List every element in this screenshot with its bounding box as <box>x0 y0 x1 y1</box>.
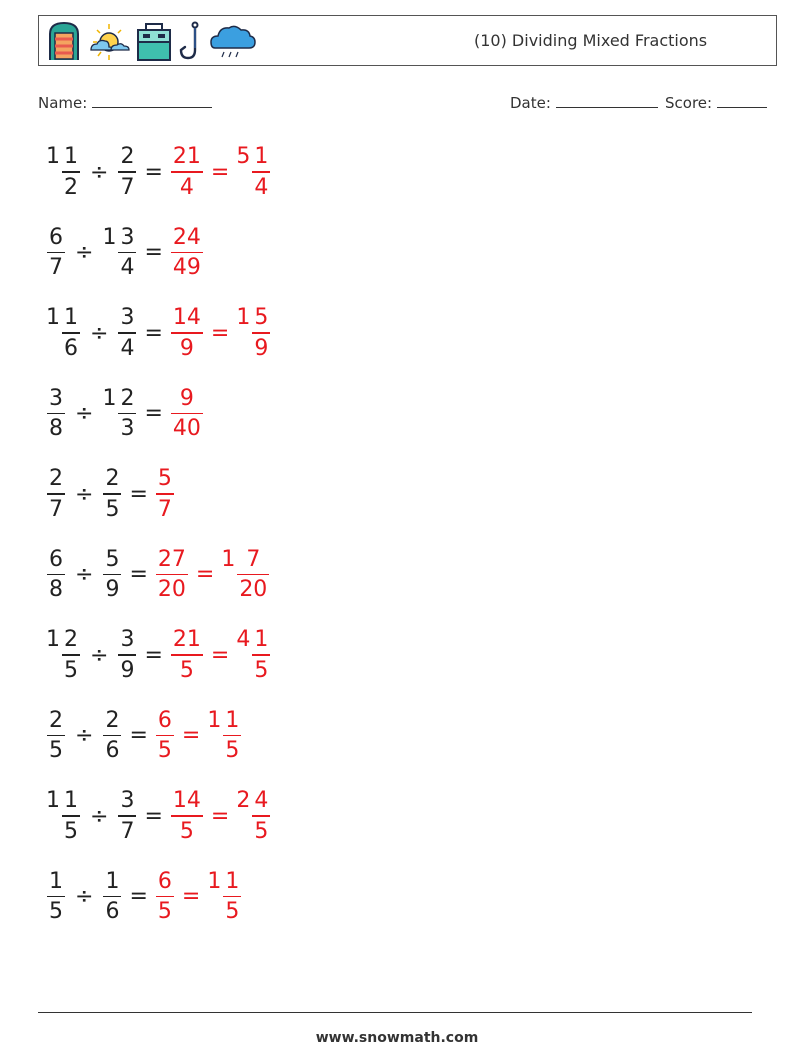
answer-improper <box>170 626 204 684</box>
name-label: Name: <box>38 94 88 112</box>
dividend-numerator: 2 <box>49 466 63 492</box>
name-field[interactable] <box>38 93 212 112</box>
equals-sign: = <box>129 723 148 748</box>
answer-improper-bar <box>171 252 203 254</box>
dividend-whole: 1 <box>46 627 60 653</box>
answer-mixed-numerator: 4 <box>254 788 269 814</box>
answer-mixed-fraction <box>252 143 270 201</box>
answer-mixed-bar <box>252 171 270 173</box>
answer-mixed-fraction <box>237 546 269 604</box>
answer-improper-fraction <box>171 385 203 443</box>
date-blank <box>556 93 658 108</box>
problem-row <box>46 620 271 690</box>
equals-sign: = <box>144 159 163 185</box>
name-blank <box>92 93 212 108</box>
answer-improper-denominator: 40 <box>172 416 201 442</box>
equals-sign: = <box>129 562 148 587</box>
dividend-fraction <box>47 465 65 523</box>
answer-improper <box>155 546 189 604</box>
answer-mixed-fraction <box>252 304 270 362</box>
divide-sign: ÷ <box>90 159 109 185</box>
answer-mixed-fraction <box>252 787 270 845</box>
answer-improper-fraction <box>171 224 203 282</box>
divide-sign: ÷ <box>90 803 109 829</box>
answer-improper <box>155 868 175 926</box>
answer-mixed-denominator: 5 <box>254 818 269 844</box>
divisor-fraction <box>103 707 121 765</box>
divisor-whole: 1 <box>102 224 117 250</box>
answer-improper-denominator: 7 <box>157 496 172 522</box>
dividend-whole: 1 <box>46 305 60 331</box>
header-icons <box>45 19 257 63</box>
dividend-whole: 1 <box>46 144 60 170</box>
dividend <box>46 143 81 201</box>
answer-improper-numerator: 24 <box>172 224 201 250</box>
divisor-fraction <box>118 224 136 282</box>
divisor-denominator: 4 <box>120 255 135 281</box>
divisor-bar <box>103 896 121 898</box>
answer-improper-denominator: 5 <box>179 818 194 844</box>
dividend <box>46 304 81 362</box>
dividend-bar <box>47 735 65 737</box>
dividend <box>46 787 81 845</box>
answer-improper-numerator: 14 <box>172 305 201 331</box>
answer-mixed <box>221 546 270 604</box>
answer-equals-sign: = <box>195 562 215 587</box>
answer-improper <box>170 385 204 443</box>
divisor-numerator: 5 <box>105 546 120 572</box>
answer-improper-fraction <box>156 546 188 604</box>
answer-improper-numerator: 27 <box>157 546 186 572</box>
divisor-fraction <box>103 868 121 926</box>
answer-mixed-whole: 4 <box>236 627 251 653</box>
answer-improper-denominator: 5 <box>179 657 194 683</box>
divisor-denominator: 9 <box>105 577 120 603</box>
dividend <box>46 224 66 282</box>
answer-equals-sign: = <box>181 884 201 909</box>
answer-mixed-bar <box>223 735 241 737</box>
answer-improper-fraction <box>171 626 203 684</box>
dividend-numerator: 1 <box>64 305 78 331</box>
answer-mixed-denominator: 5 <box>225 738 240 764</box>
answer-improper-numerator: 5 <box>157 466 172 492</box>
divisor-numerator: 2 <box>105 707 120 733</box>
answer-mixed-numerator: 1 <box>254 627 269 653</box>
answer-mixed <box>236 787 271 845</box>
dividend-bar <box>47 574 65 576</box>
dividend-denominator: 7 <box>49 496 63 522</box>
dividend-fraction <box>62 626 80 684</box>
answer-mixed-bar <box>252 654 270 656</box>
dividend-denominator: 6 <box>64 335 78 361</box>
answer-improper-numerator: 21 <box>172 144 201 170</box>
dividend-bar <box>47 493 65 495</box>
answer-equals-sign: = <box>210 159 230 185</box>
divisor-numerator: 2 <box>120 144 135 170</box>
dividend-bar <box>62 171 80 173</box>
answer-mixed <box>207 868 242 926</box>
answer-mixed-fraction <box>223 868 241 926</box>
divisor-numerator: 2 <box>105 466 120 492</box>
divisor-numerator: 3 <box>120 788 135 814</box>
dividend-denominator: 2 <box>64 174 78 200</box>
worksheet-title: (10) Dividing Mixed Fractions <box>474 31 708 50</box>
divisor <box>117 787 137 845</box>
answer-improper-numerator: 9 <box>179 385 194 411</box>
fishing-hook-icon <box>177 20 205 62</box>
divisor-fraction <box>118 304 136 362</box>
cooler-box-icon <box>135 20 173 62</box>
divisor <box>102 385 137 443</box>
answer-equals-sign: = <box>210 320 230 346</box>
answer-mixed-fraction <box>252 626 270 684</box>
divisor-denominator: 6 <box>105 899 120 925</box>
divisor-bar <box>118 252 136 254</box>
divisor-bar <box>118 413 136 415</box>
answer-improper-denominator: 49 <box>172 255 201 281</box>
answer-improper <box>170 304 204 362</box>
answer-mixed-numerator: 1 <box>254 144 269 170</box>
dividend-fraction <box>62 143 80 201</box>
dividend-bar <box>47 896 65 898</box>
dividend-numerator: 2 <box>64 627 78 653</box>
divide-sign: ÷ <box>90 320 109 346</box>
divide-sign: ÷ <box>75 240 94 265</box>
divisor-fraction <box>103 546 121 604</box>
dividend-bar <box>47 252 65 254</box>
answer-improper-bar <box>156 735 174 737</box>
answer-mixed-denominator: 9 <box>254 335 269 361</box>
answer-improper-bar <box>171 171 203 173</box>
answer-equals-sign: = <box>210 642 230 668</box>
problem-row <box>46 540 270 610</box>
sun-cloud-icon <box>87 20 131 62</box>
divisor <box>102 868 122 926</box>
dividend-numerator: 1 <box>49 868 63 894</box>
rain-cloud-icon <box>209 20 257 62</box>
dividend <box>46 707 66 765</box>
equals-sign: = <box>144 401 163 426</box>
score-blank <box>717 93 767 108</box>
problem-row <box>46 379 204 449</box>
divisor-denominator: 7 <box>120 174 135 200</box>
dividend <box>46 465 66 523</box>
dividend-bar <box>62 654 80 656</box>
answer-improper-fraction <box>171 304 203 362</box>
answer-mixed-whole: 5 <box>236 144 251 170</box>
divide-sign: ÷ <box>75 481 94 507</box>
dividend-numerator: 6 <box>49 224 63 250</box>
problem-row <box>46 218 204 288</box>
answer-mixed-whole: 1 <box>236 305 251 331</box>
divide-sign: ÷ <box>75 562 94 587</box>
answer-mixed-denominator: 4 <box>254 174 269 200</box>
answer-improper-bar <box>171 654 203 656</box>
dividend-fraction <box>47 385 65 443</box>
answer-equals-sign: = <box>181 723 201 748</box>
divisor-numerator: 3 <box>120 627 135 653</box>
answer-improper-numerator: 21 <box>172 627 201 653</box>
divisor-fraction <box>118 143 136 201</box>
answer-improper-denominator: 5 <box>157 899 172 925</box>
answer-mixed <box>236 304 271 362</box>
answer-mixed-numerator: 1 <box>225 868 240 894</box>
divisor-denominator: 7 <box>120 818 135 844</box>
divisor-bar <box>118 171 136 173</box>
divide-sign: ÷ <box>90 642 109 668</box>
answer-improper-numerator: 6 <box>157 868 172 894</box>
answer-improper-denominator: 4 <box>179 174 194 200</box>
problem-row <box>46 298 271 368</box>
equals-sign: = <box>144 240 163 265</box>
divide-sign: ÷ <box>75 884 94 909</box>
equals-sign: = <box>144 803 163 829</box>
answer-mixed-numerator: 7 <box>246 546 261 572</box>
divisor-numerator: 3 <box>120 305 135 331</box>
answer-improper-denominator: 5 <box>157 738 172 764</box>
dividend-denominator: 5 <box>64 818 78 844</box>
answer-improper-bar <box>156 896 174 898</box>
dividend-numerator: 1 <box>64 144 78 170</box>
answer-mixed-whole: 1 <box>221 546 236 572</box>
dividend-numerator: 3 <box>49 385 63 411</box>
dividend-fraction <box>47 707 65 765</box>
dividend-fraction <box>62 787 80 845</box>
divisor <box>117 304 137 362</box>
answer-improper <box>170 787 204 845</box>
answer-improper-bar <box>171 413 203 415</box>
score-label: Score: <box>665 94 713 112</box>
date-label: Date: <box>510 94 551 112</box>
equals-sign: = <box>144 320 163 346</box>
answer-improper-fraction <box>156 707 174 765</box>
problem-row <box>46 137 271 207</box>
dividend-fraction <box>62 304 80 362</box>
divisor-whole: 1 <box>102 385 117 411</box>
dividend-bar <box>62 815 80 817</box>
answer-improper-numerator: 6 <box>157 707 172 733</box>
answer-mixed-fraction <box>223 707 241 765</box>
divisor <box>102 707 122 765</box>
divisor-bar <box>103 574 121 576</box>
answer-mixed-numerator: 5 <box>254 305 269 331</box>
dividend-denominator: 5 <box>49 899 63 925</box>
divisor-bar <box>103 493 121 495</box>
divisor-denominator: 9 <box>120 657 135 683</box>
divisor-numerator: 2 <box>120 385 135 411</box>
answer-improper-fraction <box>171 787 203 845</box>
divisor <box>102 465 122 523</box>
divisor <box>117 626 137 684</box>
answer-mixed <box>236 626 271 684</box>
answer-mixed-whole: 2 <box>236 788 251 814</box>
answer-mixed <box>207 707 242 765</box>
answer-improper <box>170 143 204 201</box>
answer-mixed-denominator: 20 <box>239 577 268 603</box>
dividend-denominator: 8 <box>49 577 63 603</box>
dividend-numerator: 2 <box>49 707 63 733</box>
equals-sign: = <box>144 642 163 668</box>
answer-mixed-whole: 1 <box>207 707 222 733</box>
answer-improper <box>155 465 175 523</box>
dividend <box>46 868 66 926</box>
dividend-denominator: 7 <box>49 255 63 281</box>
answer-mixed-bar <box>252 332 270 334</box>
dividend-fraction <box>47 546 65 604</box>
dividend-fraction <box>47 224 65 282</box>
dividend-numerator: 1 <box>64 788 78 814</box>
divide-sign: ÷ <box>75 723 94 748</box>
divisor-fraction <box>118 787 136 845</box>
answer-mixed-bar <box>223 896 241 898</box>
answer-mixed-whole: 1 <box>207 868 222 894</box>
dividend-denominator: 5 <box>64 657 78 683</box>
divisor-bar <box>118 815 136 817</box>
answer-improper-bar <box>171 815 203 817</box>
equals-sign: = <box>129 884 148 909</box>
dividend-bar <box>62 332 80 334</box>
dividend <box>46 626 81 684</box>
answer-improper-numerator: 14 <box>172 788 201 814</box>
dividend-numerator: 6 <box>49 546 63 572</box>
dividend-bar <box>47 413 65 415</box>
divisor-fraction <box>103 465 121 523</box>
dividend <box>46 546 66 604</box>
date-field[interactable] <box>510 93 658 112</box>
divisor-bar <box>118 332 136 334</box>
divisor-denominator: 5 <box>105 496 120 522</box>
answer-improper <box>170 224 204 282</box>
dividend-denominator: 5 <box>49 738 63 764</box>
answer-improper-bar <box>171 332 203 334</box>
answer-mixed-denominator: 5 <box>254 657 269 683</box>
divisor-numerator: 1 <box>105 868 120 894</box>
problem-row <box>46 862 242 932</box>
dividend-whole: 1 <box>46 788 60 814</box>
answer-mixed-denominator: 5 <box>225 899 240 925</box>
divide-sign: ÷ <box>75 401 94 426</box>
divisor-numerator: 3 <box>120 224 135 250</box>
divisor-denominator: 6 <box>105 738 120 764</box>
divisor <box>102 546 122 604</box>
divisor <box>117 143 137 201</box>
answer-equals-sign: = <box>210 803 230 829</box>
answer-mixed <box>236 143 271 201</box>
dividend-fraction <box>47 868 65 926</box>
answer-improper-denominator: 9 <box>179 335 194 361</box>
answer-improper-fraction <box>156 465 174 523</box>
answer-mixed-bar <box>237 574 269 576</box>
answer-mixed-bar <box>252 815 270 817</box>
worksheet-header <box>38 15 777 66</box>
problem-row <box>46 781 271 851</box>
score-field[interactable] <box>665 93 767 112</box>
answer-mixed-numerator: 1 <box>225 707 240 733</box>
divisor <box>102 224 137 282</box>
footer-site: www.snowmath.com <box>315 1030 479 1046</box>
divisor-fraction <box>118 626 136 684</box>
answer-improper-bar <box>156 574 188 576</box>
problem-row <box>46 459 175 529</box>
dividend-denominator: 8 <box>49 416 63 442</box>
problem-row <box>46 701 242 771</box>
divisor-bar <box>118 654 136 656</box>
answer-improper-fraction <box>171 143 203 201</box>
answer-improper-denominator: 20 <box>157 577 186 603</box>
dividend <box>46 385 66 443</box>
divisor-denominator: 3 <box>120 416 135 442</box>
divisor-denominator: 4 <box>120 335 135 361</box>
equals-sign: = <box>129 481 148 507</box>
answer-improper <box>155 707 175 765</box>
footer-divider <box>38 1012 752 1013</box>
raft-icon <box>45 20 83 62</box>
answer-improper-bar <box>156 493 174 495</box>
divisor-fraction <box>118 385 136 443</box>
answer-improper-fraction <box>156 868 174 926</box>
divisor-bar <box>103 735 121 737</box>
